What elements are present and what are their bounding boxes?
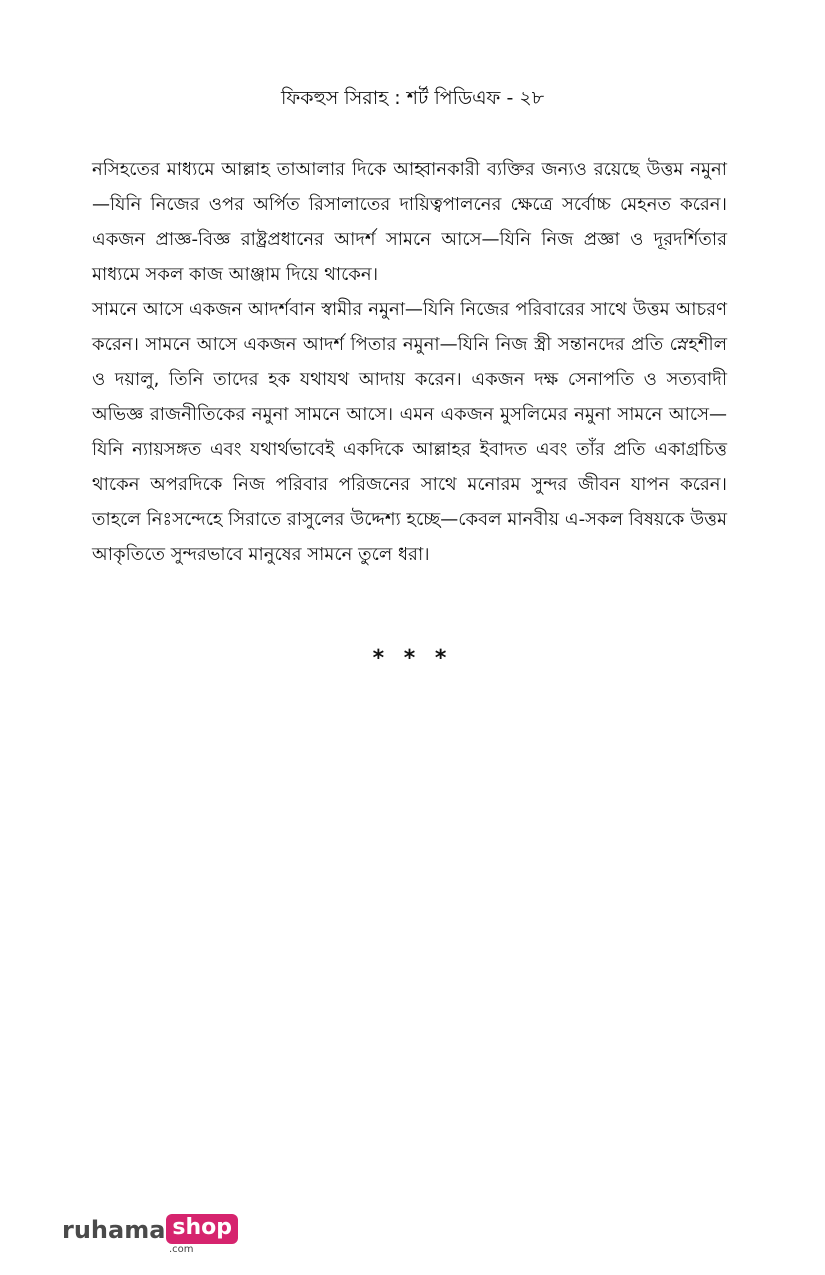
logo-brand-shop: shop	[166, 1214, 238, 1244]
logo-domain-suffix: .com	[169, 1244, 194, 1255]
paragraph-1: নসিহতের মাধ্যমে আল্লাহ তাআলার দিকে আহ্বানকারী ব্যক্তির জন্যও রয়েছে উত্তম নমুনা—যিনি নিজের ওপর অর্পিত রিসালাতের দায়িত্বপালনের ক্ষেত্রে সর্বোচ্চ মেহনত করেন। একজন প্রাজ্ঞ-বিজ্ঞ রাষ্ট্রপ্রধানের আদর্শ সামনে আসে—যিনি নিজ প্রজ্ঞা ও দূরদর্শিতার মাধ্যমে সকল কাজ আঞ্জাম দিয়ে থাকেন।	[92, 159, 727, 285]
ruhamashop-logo	[62, 1214, 238, 1258]
paragraph-2: সামনে আসে একজন আদর্শবান স্বামীর নমুনা—যিনি নিজের পরিবারের সাথে উত্তম আচরণ করেন। সামনে আসে একজন আদর্শ পিতার নমুনা—যিনি নিজ স্ত্রী সন্তানদের প্রতি স্নেহশীল ও দয়ালু, তিনি তাদের হক যথাযথ আদায় করেন। একজন দক্ষ সেনাপতি ও সত্যবাদী অভিজ্ঞ রাজনীতিকের নমুনা সামনে আসে। এমন একজন মুসলিমের নমুনা সামনে আসে—যিনি ন্যায়সঙ্গত এবং যথার্থভাবেই একদিকে আল্লাহর ইবাদত এবং তাঁর প্রতি একাগ্রচিত্ত থাকেন অপরদিকে নিজ পরিবার পরিজনের সাথে মনোরম সুন্দর জীবন যাপন করেন। তাহলে নিঃসন্দেহে সিরাতে রাসুলের উদ্দেশ্য হচ্ছে—কেবল মানবীয় এ-সকল বিষয়কে উত্তম আকৃতিতে সুন্দরভাবে মানুষের সামনে তুলে ধরা।	[92, 299, 727, 565]
logo-brand-ruhama: ruhama	[62, 1216, 166, 1244]
section-separator: * * *	[372, 646, 453, 671]
running-header: ফিকহুস সিরাহ : শর্ট পিডিএফ - ২৮	[280, 87, 545, 109]
body-text	[92, 152, 727, 572]
